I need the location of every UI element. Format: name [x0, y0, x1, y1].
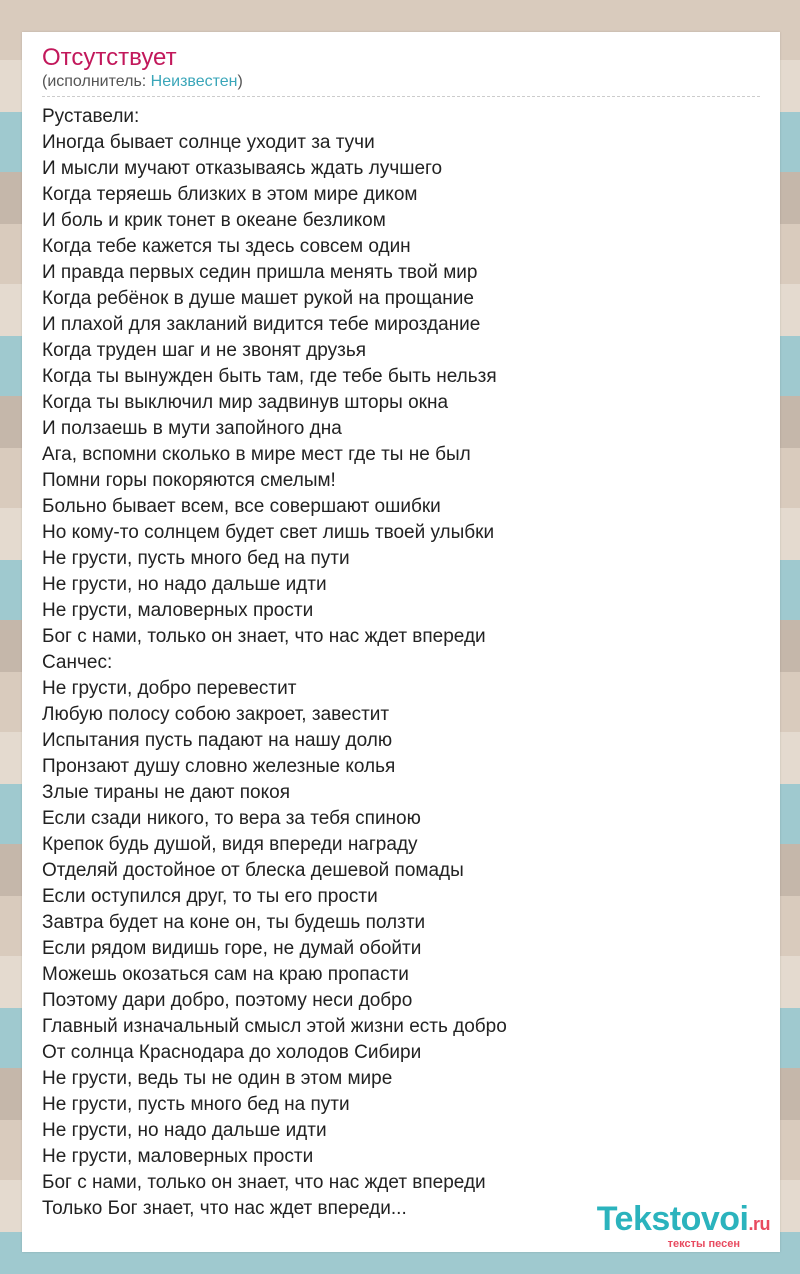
artist-line [42, 73, 243, 91]
artist-link[interactable]: Неизвестен [150, 73, 238, 90]
divider [42, 96, 760, 97]
lyric-line: Когда ты выключил мир задвинув шторы окна [42, 392, 449, 413]
lyric-line: Можешь окозаться сам на краю пропасти [42, 964, 409, 985]
lyric-line: Только Бог знает, что нас ждет впереди... [42, 1198, 407, 1219]
lyric-line: И правда первых седин пришла менять твой мир [42, 262, 478, 283]
lyric-line: Бог с нами, только он знает, что нас ждет впереди [42, 1172, 486, 1193]
artist-prefix: (исполнитель: [42, 73, 151, 90]
lyric-line: Злые тираны не дают покоя [42, 782, 290, 803]
logo-main-text: Tekstovoi [596, 1200, 749, 1238]
lyric-line: Руставели: [42, 106, 140, 127]
lyric-line: Не грусти, маловерных прости [42, 600, 314, 621]
lyric-line: Санчес: [42, 652, 113, 673]
lyric-line: Не грусти, маловерных прости [42, 1146, 314, 1167]
lyric-line: Пронзают душу словно железные колья [42, 756, 396, 777]
lyric-line: Когда ребёнок в душе машет рукой на прощание [42, 288, 474, 309]
artist-suffix: ) [237, 73, 243, 90]
lyric-line: Крепок будь душой, видя впереди награду [42, 834, 418, 855]
lyric-line: И плахой для закланий видится тебе мироздание [42, 314, 481, 335]
lyric-line: Завтра будет на коне он, ты будешь ползти [42, 912, 426, 933]
lyric-line: Бог с нами, только он знает, что нас ждет впереди [42, 626, 486, 647]
lyrics-card [22, 32, 780, 1252]
lyric-line: Не грусти, ведь ты не один в этом мире [42, 1068, 393, 1089]
lyric-line: Если рядом видишь горе, не думай обойти [42, 938, 422, 959]
lyric-line: Но кому-то солнцем будет свет лишь твоей улыбки [42, 522, 495, 543]
site-logo[interactable] [597, 1201, 770, 1250]
lyric-line: Если оступился друг, то ты его прости [42, 886, 378, 907]
lyric-line: Если сзади никого, то вера за тебя спиною [42, 808, 421, 829]
lyric-line: Когда ты вынужден быть там, где тебе быть нельзя [42, 366, 497, 387]
lyric-line: Больно бывает всем, все совершают ошибки [42, 496, 441, 517]
lyric-line: Когда тебе кажется ты здесь совсем один [42, 236, 411, 257]
lyric-line: Помни горы покоряются смелым! [42, 470, 336, 491]
lyrics-text [42, 104, 760, 1222]
lyric-line: Отделяй достойное от блеска дешевой помады [42, 860, 464, 881]
lyric-line: И боль и крик тонет в океане безликом [42, 210, 386, 231]
lyric-line: И ползаешь в мути запойного дна [42, 418, 342, 439]
lyric-line: Иногда бывает солнце уходит за тучи [42, 132, 375, 153]
lyric-line: Не грусти, добро перевестит [42, 678, 297, 699]
song-title: Отсутствует [42, 44, 177, 71]
logo-tagline: тексты песен [667, 1238, 740, 1250]
lyric-line: Поэтому дари добро, поэтому неси добро [42, 990, 413, 1011]
lyric-line: И мысли мучают отказываясь ждать лучшего [42, 158, 443, 179]
lyric-line: Испытания пусть падают на нашу долю [42, 730, 393, 751]
lyric-line: Ага, вспомни сколько в мире мест где ты не был [42, 444, 471, 465]
lyric-line: Когда труден шаг и не звонят друзья [42, 340, 367, 361]
lyric-line: Главный изначальный смысл этой жизни есть добро [42, 1016, 507, 1037]
lyric-line: Не грусти, пусть много бед на пути [42, 1094, 350, 1115]
logo-tld: .ru [748, 1214, 770, 1234]
lyric-line: Не грусти, но надо дальше идти [42, 574, 327, 595]
lyric-line: Не грусти, но надо дальше идти [42, 1120, 327, 1141]
lyric-line: Не грусти, пусть много бед на пути [42, 548, 350, 569]
lyric-line: От солнца Краснодара до холодов Сибири [42, 1042, 422, 1063]
lyric-line: Любую полосу собою закроет, завестит [42, 704, 390, 725]
lyric-line: Когда теряешь близких в этом мире диком [42, 184, 418, 205]
